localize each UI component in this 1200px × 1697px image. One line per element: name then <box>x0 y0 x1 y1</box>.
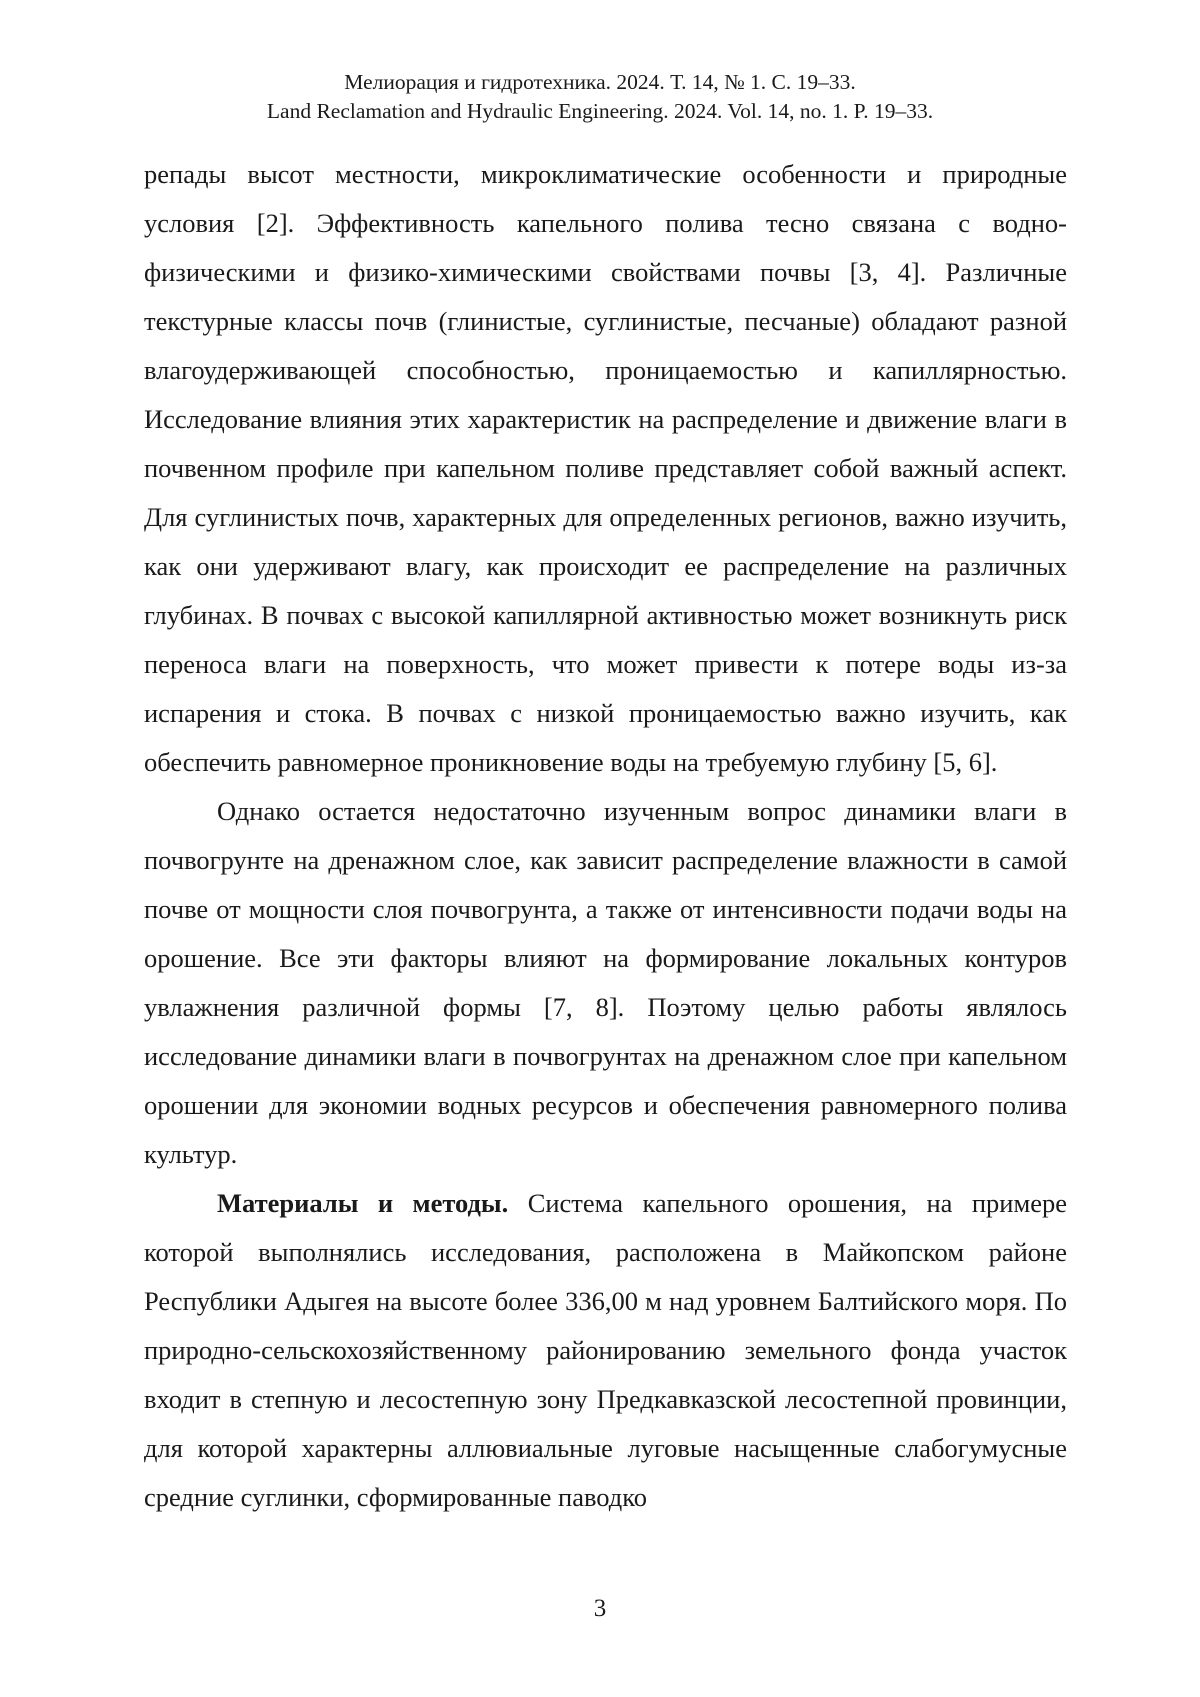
header-citation-en: Land Reclamation and Hydraulic Engineering. 2024. Vol. 14, no. 1. P. 19–33. <box>0 97 1200 126</box>
paragraph-3 <box>144 1179 1067 1522</box>
running-header <box>0 68 1200 126</box>
section-heading-materials-methods: Материалы и методы. <box>217 1188 508 1218</box>
paragraph-2: Однако остается недостаточно изученным вопрос динамики влаги в почвогрунте на дренажном слое, как зависит распределение влажности в самой почве от мощности слоя почвогрунта, а также от интенсивности подачи воды на орошение. Все эти факторы влияют на формирование ло­кальных контуров увлажнения различной формы [7, 8]. Поэтому целью ра­боты являлось исследование динамики влаги в почвогрунтах на дренажном слое при капельном орошении для экономии водных ресурсов и обеспече­ния равномерного полива культур. <box>144 787 1067 1179</box>
page-number: 3 <box>0 1595 1200 1623</box>
paragraph-3-text: Система капельного орошения, на примере которой выполнялись исследования, расположена в Майкопском районе Республики Адыгея на высоте более 336,00 м над уровнем Балтийского моря. По природно-сельскохозяйственному районированию земельного фонда участок входит в степную и лесостепную зону Предкавказской ле­состепной провинции, для которой характерны аллювиальные луговые на­сыщенные слабогумусные средние суглинки, сформированные паводко­ <box>144 1188 1067 1512</box>
main-text <box>144 150 1067 1522</box>
paragraph-1: репады высот местности, микроклиматические особенности и природные условия [2]. Эффективность капельного полива тесно связана с водно­физическими и физико-химическими свойствами почвы [3, 4]. Различные текстурные классы почв (глинистые, суглинистые, песчаные) обладают разной влагоудерживающей способностью, проницаемостью и капиллярно­стью. Исследование влияния этих характеристик на распределение и движе­ние влаги в почвенном профиле при капельном поливе представляет собой важный аспект. Для суглинистых почв, характерных для определенных ре­гионов, важно изучить, как они удерживают влагу, как происходит ее рас­пределение на различных глубинах. В почвах с высокой капиллярной ак­тивностью может возникнуть риск переноса влаги на поверхность, что мо­жет привести к потере воды из-за испарения и стока. В почвах с низкой проницаемостью важно изучить, как обеспечить равномерное проникнове­ние воды на требуемую глубину [5, 6]. <box>144 150 1067 787</box>
header-citation-ru: Мелиорация и гидротехника. 2024. Т. 14, № 1. С. 19–33. <box>0 68 1200 97</box>
